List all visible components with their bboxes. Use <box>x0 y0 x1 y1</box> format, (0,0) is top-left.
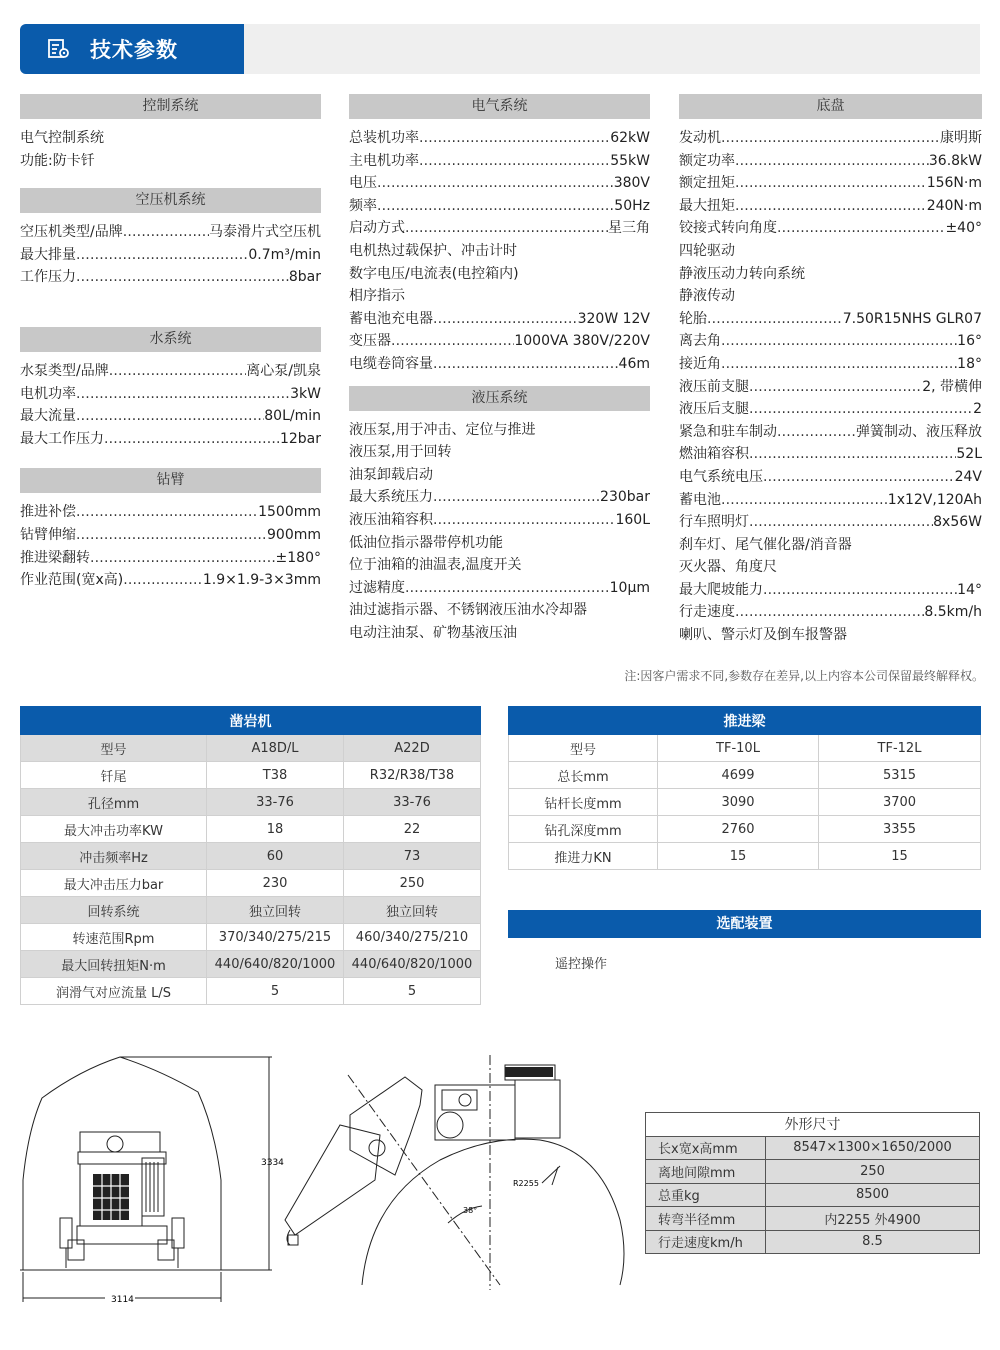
section-title-chassis: 底盘 <box>679 94 982 119</box>
table-row: 总重kg 8500 <box>646 1183 980 1207</box>
spec-row: 液压泵,用于冲击、定位与推进 <box>349 421 536 438</box>
section-title-boom: 钻臂 <box>20 468 321 493</box>
spec-row: 低油位指示器带停机功能 <box>349 534 503 551</box>
spec-row: 过滤精度 ..... 10μm <box>349 577 650 600</box>
svg-text:R2255: R2255 <box>513 1179 539 1188</box>
table-row: 孔径mm 33-76 33-76 <box>21 789 481 816</box>
spec-column-2 <box>349 94 650 644</box>
feed-beam-table <box>508 706 981 870</box>
spec-row: 钻臂伸缩 ..... 900mm <box>20 524 321 547</box>
spec-row: 电气控制系统 <box>20 130 104 146</box>
spec-row: 发动机 ..... 康明斯 <box>679 127 982 150</box>
spec-row: 最大工作压力 ..... 12bar <box>20 428 321 451</box>
spec-row: 四轮驱动 <box>679 242 735 259</box>
spec-row: 蓄电池充电器 ..... 320W 12V <box>349 308 650 331</box>
spec-row: 燃油箱容积 ..... 52L <box>679 443 982 466</box>
spec-row: 液压泵,用于回转 <box>349 444 452 461</box>
table-row: 长x宽x高mm 8547×1300×1650/2000 <box>646 1136 980 1160</box>
spec-row: 主电机功率 ..... 55kW <box>349 150 650 173</box>
spec-row: 轮胎 ..... 7.50R15NHS GLR07 <box>679 308 982 331</box>
table-row: 最大冲击功率KW 18 22 <box>21 816 481 843</box>
spec-row: 接近角 ..... 18° <box>679 353 982 376</box>
table-title: 外形尺寸 <box>646 1113 980 1137</box>
table-row: 最大冲击压力bar 230 250 <box>21 870 481 897</box>
spec-row: 位于油箱的油温表,温度开关 <box>349 557 522 574</box>
spec-row: 电压 ..... 380V <box>349 172 650 195</box>
spec-row: 蓄电池 ..... 1x12V,120Ah <box>679 489 982 512</box>
table-title: 凿岩机 <box>21 707 481 735</box>
spec-row: 静液传动 <box>679 288 735 305</box>
spec-row: 最大扭矩 ..... 240N·m <box>679 195 982 218</box>
option-item: 遥控操作 <box>555 957 608 972</box>
table-row: 转速范围Rpm 370/340/275/215 460/340/275/210 <box>21 924 481 951</box>
spec-row: 最大系统压力 ..... 230bar <box>349 486 650 509</box>
spec-row: 离去角 ..... 16° <box>679 330 982 353</box>
table-row: 钎尾 T38 R32/R38/T38 <box>21 762 481 789</box>
spec-row: 油过滤指示器、不锈钢液压油水冷却器 <box>349 602 587 619</box>
top-view-drawing <box>270 1040 640 1310</box>
spec-row: 电气系统电压 ..... 24V <box>679 466 982 489</box>
spec-row: 行车照明灯 ..... 8x56W <box>679 511 982 534</box>
table-title: 推进梁 <box>509 707 981 735</box>
spec-column-1 <box>20 94 321 592</box>
section-title-electrical: 电气系统 <box>349 94 650 119</box>
table-row: 回转系统 独立回转 独立回转 <box>21 897 481 924</box>
table-row: 冲击频率Hz 60 73 <box>21 843 481 870</box>
spec-row: 油泵卸载启动 <box>349 466 433 483</box>
spec-row: 作业范围(宽x高) ..... 1.9×1.9-3×3mm <box>20 569 321 592</box>
table-row: 行走速度km/h 8.5 <box>646 1230 980 1254</box>
spec-row: 空压机类型/品牌 ..... 马泰滑片式空压机 <box>20 221 321 244</box>
table-row: 钻杆长度mm 3090 3700 <box>509 789 981 816</box>
spec-row: 电动注油泵、矿物基液压油 <box>349 624 517 641</box>
svg-text:3114: 3114 <box>111 1295 134 1305</box>
spec-row: 液压后支腿 ..... 2 <box>679 398 982 421</box>
section-title-water: 水系统 <box>20 327 321 352</box>
table-row: 离地间隙mm 250 <box>646 1160 980 1184</box>
section-title-control: 控制系统 <box>20 94 321 119</box>
spec-row: 水泵类型/品牌 ..... 离心泵/凯泉 <box>20 360 321 383</box>
spec-row: 电缆卷筒容量 ..... 46m <box>349 353 650 376</box>
spec-row: 变压器 ..... 1000VA 380V/220V <box>349 330 650 353</box>
spec-row: 刹车灯、尾气催化器/消音器 <box>679 536 852 553</box>
disclaimer-note: 注:因客户需求不同,参数存在差异,以上内容本公司保留最终解释权。 <box>624 669 984 683</box>
spec-row: 电机热过载保护、冲击计时 <box>349 242 517 259</box>
spec-column-3 <box>679 94 982 647</box>
spec-row: 总装机功率 ..... 62kW <box>349 127 650 150</box>
spec-row: 工作压力 ..... 8bar <box>20 266 321 289</box>
section-title-compressor: 空压机系统 <box>20 188 321 213</box>
header-title-block <box>20 24 244 74</box>
spec-row: 推进梁翻转 ..... ±180° <box>20 547 321 570</box>
spec-row: 额定功率 ..... 36.8kW <box>679 150 982 173</box>
rock-drill-table <box>20 706 481 1005</box>
spec-document-icon <box>48 39 70 59</box>
spec-row: 最大爬坡能力 ..... 14° <box>679 579 982 602</box>
dimensions-table <box>645 1112 980 1254</box>
spec-row: 电机功率 ..... 3kW <box>20 383 321 406</box>
page-title: 技术参数 <box>90 38 178 62</box>
spec-row: 功能:防卡钎 <box>20 152 95 169</box>
spec-row: 液压前支腿 ..... 2, 带横伸 <box>679 376 982 399</box>
spec-row: 频率 ..... 50Hz <box>349 195 650 218</box>
table-row: 总长mm 4699 5315 <box>509 762 981 789</box>
spec-row: 静液压动力转向系统 <box>679 265 805 282</box>
svg-text:38°: 38° <box>463 1206 478 1215</box>
spec-row: 最大排量 ..... 0.7m³/min <box>20 244 321 267</box>
table-row: 型号 TF-10L TF-12L <box>509 735 981 762</box>
options-title: 选配装置 <box>508 910 981 938</box>
spec-row: 启动方式 ..... 星三角 <box>349 217 650 240</box>
table-row: 转弯半径mm 内2255 外4900 <box>646 1207 980 1231</box>
spec-row: 喇叭、警示灯及倒车报警器 <box>679 627 847 644</box>
table-row: 推进力KN 15 15 <box>509 843 981 870</box>
svg-text:3334: 3334 <box>261 1158 284 1168</box>
spec-row: 灭火器、角度尺 <box>679 559 777 576</box>
spec-row: 液压油箱容积 ..... 160L <box>349 509 650 532</box>
spec-row: 推进补偿 ..... 1500mm <box>20 501 321 524</box>
spec-row: 铰接式转向角度 ..... ±40° <box>679 217 982 240</box>
table-row: 最大回转扭矩N·m 440/640/820/1000 440/640/820/1000 <box>21 951 481 978</box>
spec-row: 数字电压/电流表(电控箱内) <box>349 265 519 282</box>
table-row: 润滑气对应流量 L/S 5 5 <box>21 978 481 1005</box>
spec-row: 行走速度 ..... 8.5km/h <box>679 601 982 624</box>
spec-row: 最大流量 ..... 80L/min <box>20 405 321 428</box>
spec-row: 紧急和驻车制动 ..... 弹簧制动、液压释放 <box>679 421 982 444</box>
spec-row: 相序指示 <box>349 288 405 305</box>
front-view-drawing <box>10 1040 300 1310</box>
table-row: 型号 A18D/L A22D <box>21 735 481 762</box>
spec-row: 额定扭矩 ..... 156N·m <box>679 172 982 195</box>
table-row: 钻孔深度mm 2760 3355 <box>509 816 981 843</box>
section-title-hydraulic: 液压系统 <box>349 386 650 411</box>
